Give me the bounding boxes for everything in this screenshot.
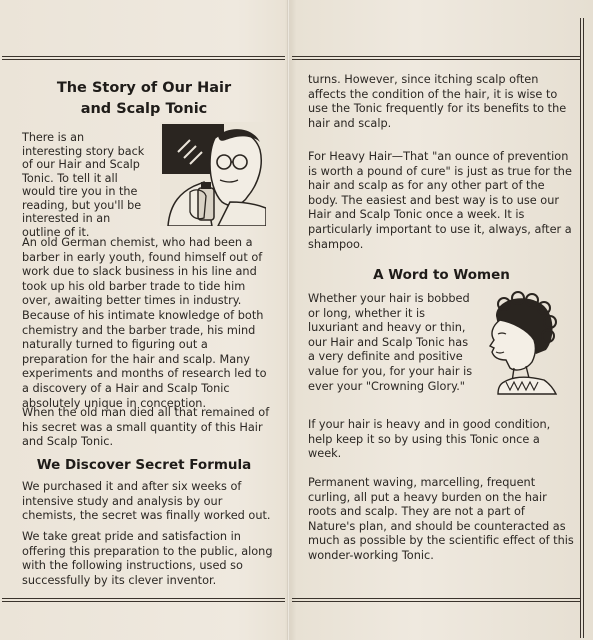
good-condition-para: If your hair is heavy and in good condition, help keep it so by using this Tonic once a week. <box>308 418 551 461</box>
itching-scalp-para: turns. However, since itching scalp often affects the condition of the hair, it is wise to use the Tonic frequently for its benefits to the hair and scalp. <box>308 73 567 130</box>
women-intro: Whether your hair is bobbed or long, whether it is luxuriant and heavy or thin, our Hair and Scalp Tonic has a very definite and positive value for you, for your hair is ever your "Crowning Glory." <box>308 292 473 393</box>
story-para-1: An old German chemist, who had been a barber in early youth, found himself out of work due to slack business in his line and took up his old barber trade to tide him over, awaiting better times in industry. Because of his intimate knowledge of both chemistry and the barber trade, his mind naturally turned to figuring out a preparation for the hair and scalp. Many experiments and months of research led to a discovery of a Hair and Scalp Tonic absolutely unique in conception. <box>22 236 267 410</box>
permanent-waving-para: Permanent waving, marcelling, frequent curling, all put a heavy burden on the hair roots and scalp. They are not a part of Nature's plan, and should be counteracted as much as possible by the scientific effect of this wonder-working Tonic. <box>308 476 574 562</box>
top-border-rule <box>2 56 285 60</box>
story-title-line2: and Scalp Tonic <box>80 101 208 117</box>
left-panel <box>0 0 288 640</box>
story-title-line1: The Story of Our Hair <box>56 80 232 96</box>
formula-para-1: We purchased it and after six weeks of intensive study and analysis by our chemists, the secret was finally worked out. <box>22 480 271 523</box>
right-panel <box>290 0 593 640</box>
chemist-illustration <box>160 122 266 226</box>
bottom-border-rule <box>2 598 285 602</box>
story-intro: There is an interesting story back of our Hair and Scalp Tonic. To tell it all would tire you in the reading, but you'll be interested in an outline of it. <box>22 131 145 239</box>
story-para-2: When the old man died all that remained of his secret was a small quantity of this Hair and Scalp Tonic. <box>22 406 270 449</box>
heavy-hair-para: For Heavy Hair—That "an ounce of prevention is worth a pound of cure" is just as true for the hair and scalp as for any other part of the body. The easiest and best way is to use our Hair and Scalp Tonic once a week. It is particularly important to use it, always, after a shampoo. <box>308 150 572 251</box>
formula-para-2: We take great pride and satisfaction in offering this preparation to the public, along with the following instructions, used so successfully by its clever inventor. <box>22 530 273 587</box>
woman-portrait-illustration <box>478 290 560 396</box>
word-to-women-heading: A Word to Women <box>373 267 510 283</box>
bottom-border-rule-right <box>292 598 580 602</box>
top-border-rule-right <box>292 56 580 60</box>
secret-formula-heading: We Discover Secret Formula <box>36 457 252 473</box>
right-edge-rule <box>580 18 584 638</box>
